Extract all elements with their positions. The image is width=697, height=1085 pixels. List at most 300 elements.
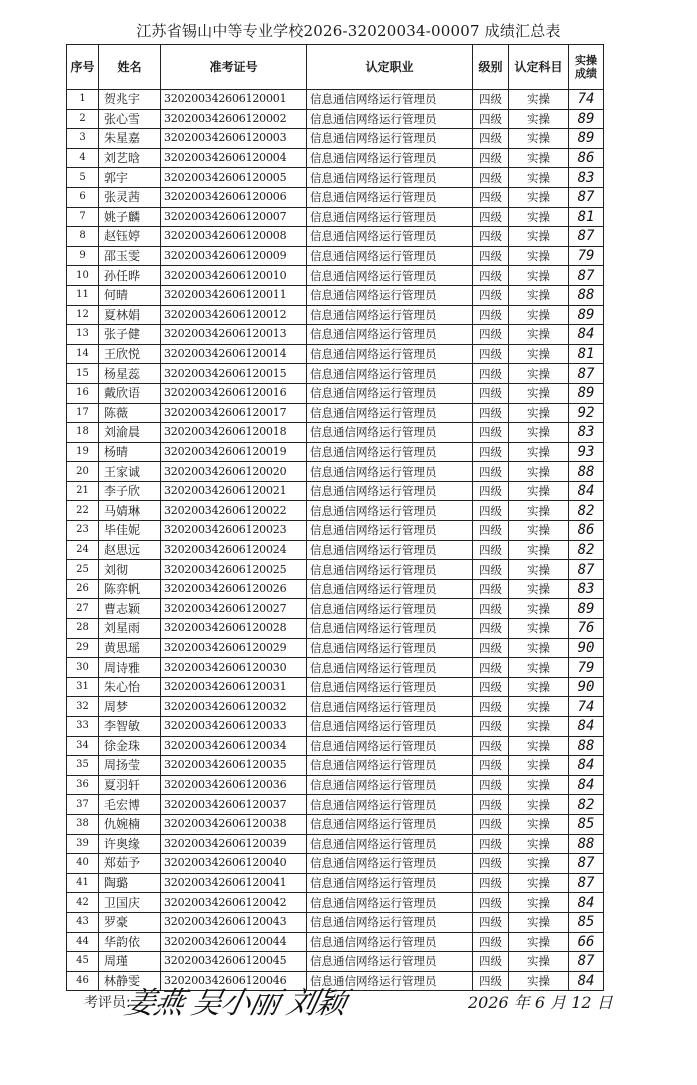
table-row: [67, 246, 604, 266]
cell-name: 陈薇: [99, 403, 161, 423]
cell-seq: 40: [67, 854, 99, 874]
cell-name: 杨晴: [99, 442, 161, 462]
cell-level: 四级: [473, 971, 509, 991]
cell-name: 赵思远: [99, 540, 161, 560]
cell-exam-id: 320200342606120028: [161, 619, 307, 639]
cell-subject: 实操: [509, 540, 569, 560]
cell-name: 徐金珠: [99, 736, 161, 756]
cell-level: 四级: [473, 207, 509, 227]
cell-name: 孙任晔: [99, 266, 161, 286]
cell-level: 四级: [473, 619, 509, 639]
cell-subject: 实操: [509, 364, 569, 384]
table-row: [67, 658, 604, 678]
table-row: [67, 912, 604, 932]
cell-seq: 46: [67, 971, 99, 991]
table-row: [67, 952, 604, 972]
cell-occupation: 信息通信网络运行管理员: [307, 873, 473, 893]
score-table: [66, 44, 604, 991]
cell-occupation: 信息通信网络运行管理员: [307, 246, 473, 266]
cell-occupation: 信息通信网络运行管理员: [307, 971, 473, 991]
cell-name: 夏林娟: [99, 305, 161, 325]
table-row: [67, 501, 604, 521]
cell-occupation: 信息通信网络运行管理员: [307, 736, 473, 756]
cell-seq: 23: [67, 521, 99, 541]
cell-seq: 32: [67, 697, 99, 717]
cell-score: 84: [569, 325, 604, 345]
cell-score: 83: [569, 423, 604, 443]
cell-seq: 13: [67, 325, 99, 345]
cell-seq: 10: [67, 266, 99, 286]
cell-subject: 实操: [509, 854, 569, 874]
cell-exam-id: 320200342606120017: [161, 403, 307, 423]
cell-score: 89: [569, 599, 604, 619]
cell-score: 82: [569, 501, 604, 521]
cell-subject: 实操: [509, 481, 569, 501]
cell-exam-id: 320200342606120040: [161, 854, 307, 874]
cell-score: 87: [569, 266, 604, 286]
cell-seq: 8: [67, 227, 99, 247]
cell-score: 87: [569, 873, 604, 893]
table-row: [67, 383, 604, 403]
cell-name: 刘艺晗: [99, 148, 161, 168]
table-row: [67, 756, 604, 776]
cell-exam-id: 320200342606120003: [161, 129, 307, 149]
cell-occupation: 信息通信网络运行管理员: [307, 501, 473, 521]
cell-level: 四级: [473, 403, 509, 423]
cell-exam-id: 320200342606120039: [161, 834, 307, 854]
cell-score: 88: [569, 285, 604, 305]
cell-seq: 21: [67, 481, 99, 501]
cell-occupation: 信息通信网络运行管理员: [307, 540, 473, 560]
cell-exam-id: 320200342606120007: [161, 207, 307, 227]
cell-name: 马婧琳: [99, 501, 161, 521]
cell-subject: 实操: [509, 344, 569, 364]
cell-level: 四级: [473, 795, 509, 815]
cell-name: 朱星嘉: [99, 129, 161, 149]
cell-occupation: 信息通信网络运行管理员: [307, 423, 473, 443]
table-row: [67, 207, 604, 227]
table-row: [67, 619, 604, 639]
cell-name: 郭宇: [99, 168, 161, 188]
cell-occupation: 信息通信网络运行管理员: [307, 364, 473, 384]
cell-name: 邵玉雯: [99, 246, 161, 266]
cell-score: 88: [569, 462, 604, 482]
cell-level: 四级: [473, 952, 509, 972]
cell-name: 曹志颖: [99, 599, 161, 619]
cell-occupation: 信息通信网络运行管理员: [307, 481, 473, 501]
cell-occupation: 信息通信网络运行管理员: [307, 638, 473, 658]
table-row: [67, 148, 604, 168]
cell-score: 84: [569, 756, 604, 776]
cell-level: 四级: [473, 148, 509, 168]
cell-name: 毛宏博: [99, 795, 161, 815]
cell-subject: 实操: [509, 697, 569, 717]
cell-level: 四级: [473, 540, 509, 560]
cell-name: 李智敏: [99, 717, 161, 737]
cell-level: 四级: [473, 736, 509, 756]
cell-subject: 实操: [509, 305, 569, 325]
cell-subject: 实操: [509, 325, 569, 345]
cell-subject: 实操: [509, 442, 569, 462]
cell-name: 毕佳妮: [99, 521, 161, 541]
cell-score: 83: [569, 579, 604, 599]
cell-score: 84: [569, 893, 604, 913]
cell-score: 87: [569, 364, 604, 384]
cell-name: 周瑾: [99, 952, 161, 972]
cell-occupation: 信息通信网络运行管理员: [307, 834, 473, 854]
table-row: [67, 285, 604, 305]
cell-subject: 实操: [509, 834, 569, 854]
cell-seq: 5: [67, 168, 99, 188]
cell-score: 74: [569, 90, 604, 110]
table-row: [67, 364, 604, 384]
cell-level: 四级: [473, 383, 509, 403]
cell-exam-id: 320200342606120014: [161, 344, 307, 364]
cell-name: 刘星雨: [99, 619, 161, 639]
cell-seq: 14: [67, 344, 99, 364]
cell-score: 92: [569, 403, 604, 423]
cell-level: 四级: [473, 187, 509, 207]
cell-name: 周梦: [99, 697, 161, 717]
cell-occupation: 信息通信网络运行管理员: [307, 952, 473, 972]
table-row: [67, 344, 604, 364]
table-row: [67, 521, 604, 541]
table-row: [67, 932, 604, 952]
cell-subject: 实操: [509, 227, 569, 247]
header-subject: 认定科目: [509, 45, 569, 90]
cell-level: 四级: [473, 893, 509, 913]
table-row: [67, 266, 604, 286]
cell-occupation: 信息通信网络运行管理员: [307, 148, 473, 168]
cell-occupation: 信息通信网络运行管理员: [307, 207, 473, 227]
cell-score: 84: [569, 971, 604, 991]
table-row: [67, 638, 604, 658]
cell-name: 戴欣语: [99, 383, 161, 403]
cell-exam-id: 320200342606120042: [161, 893, 307, 913]
cell-occupation: 信息通信网络运行管理员: [307, 129, 473, 149]
cell-occupation: 信息通信网络运行管理员: [307, 90, 473, 110]
cell-exam-id: 320200342606120013: [161, 325, 307, 345]
cell-exam-id: 320200342606120026: [161, 579, 307, 599]
cell-level: 四级: [473, 501, 509, 521]
cell-score: 86: [569, 521, 604, 541]
cell-occupation: 信息通信网络运行管理员: [307, 756, 473, 776]
cell-subject: 实操: [509, 638, 569, 658]
cell-exam-id: 320200342606120008: [161, 227, 307, 247]
cell-occupation: 信息通信网络运行管理员: [307, 795, 473, 815]
table-row: [67, 540, 604, 560]
cell-seq: 44: [67, 932, 99, 952]
cell-occupation: 信息通信网络运行管理员: [307, 932, 473, 952]
cell-subject: 实操: [509, 129, 569, 149]
cell-occupation: 信息通信网络运行管理员: [307, 325, 473, 345]
cell-name: 刘渝晨: [99, 423, 161, 443]
cell-exam-id: 320200342606120041: [161, 873, 307, 893]
cell-score: 89: [569, 109, 604, 129]
cell-subject: 实操: [509, 560, 569, 580]
cell-occupation: 信息通信网络运行管理员: [307, 442, 473, 462]
table-row: [67, 736, 604, 756]
cell-subject: 实操: [509, 423, 569, 443]
document-title: 江苏省锡山中等专业学校2026-32020034-00007 成绩汇总表: [136, 22, 561, 40]
cell-level: 四级: [473, 423, 509, 443]
table-row: [67, 423, 604, 443]
cell-score: 79: [569, 246, 604, 266]
cell-level: 四级: [473, 521, 509, 541]
cell-name: 张心雪: [99, 109, 161, 129]
cell-subject: 实操: [509, 207, 569, 227]
header-score-text: 实操成绩: [575, 54, 597, 80]
cell-level: 四级: [473, 266, 509, 286]
cell-exam-id: 320200342606120035: [161, 756, 307, 776]
table-body: [67, 90, 604, 991]
cell-exam-id: 320200342606120033: [161, 717, 307, 737]
cell-exam-id: 320200342606120018: [161, 423, 307, 443]
cell-subject: 实操: [509, 109, 569, 129]
cell-exam-id: 320200342606120029: [161, 638, 307, 658]
cell-exam-id: 320200342606120011: [161, 285, 307, 305]
cell-score: 87: [569, 952, 604, 972]
cell-exam-id: 320200342606120044: [161, 932, 307, 952]
cell-seq: 20: [67, 462, 99, 482]
cell-level: 四级: [473, 168, 509, 188]
cell-exam-id: 320200342606120022: [161, 501, 307, 521]
cell-occupation: 信息通信网络运行管理员: [307, 285, 473, 305]
cell-seq: 41: [67, 873, 99, 893]
header-level: 级别: [473, 45, 509, 90]
cell-occupation: 信息通信网络运行管理员: [307, 403, 473, 423]
table-row: [67, 579, 604, 599]
cell-level: 四级: [473, 834, 509, 854]
cell-seq: 7: [67, 207, 99, 227]
cell-seq: 3: [67, 129, 99, 149]
cell-subject: 实操: [509, 403, 569, 423]
header-occupation: 认定职业: [307, 45, 473, 90]
cell-score: 87: [569, 560, 604, 580]
cell-occupation: 信息通信网络运行管理员: [307, 305, 473, 325]
cell-name: 郑茹予: [99, 854, 161, 874]
cell-exam-id: 320200342606120030: [161, 658, 307, 678]
cell-level: 四级: [473, 912, 509, 932]
cell-exam-id: 320200342606120032: [161, 697, 307, 717]
cell-name: 仇婉楠: [99, 814, 161, 834]
cell-score: 81: [569, 207, 604, 227]
cell-seq: 18: [67, 423, 99, 443]
cell-name: 陈弈帆: [99, 579, 161, 599]
cell-exam-id: 320200342606120024: [161, 540, 307, 560]
cell-seq: 25: [67, 560, 99, 580]
cell-level: 四级: [473, 599, 509, 619]
cell-subject: 实操: [509, 90, 569, 110]
table-header-row: [67, 45, 604, 90]
cell-name: 赵钰婷: [99, 227, 161, 247]
cell-name: 姚子麟: [99, 207, 161, 227]
cell-subject: 实操: [509, 501, 569, 521]
cell-seq: 1: [67, 90, 99, 110]
cell-subject: 实操: [509, 756, 569, 776]
cell-score: 84: [569, 481, 604, 501]
cell-score: 82: [569, 540, 604, 560]
cell-occupation: 信息通信网络运行管理员: [307, 599, 473, 619]
cell-subject: 实操: [509, 677, 569, 697]
cell-exam-id: 320200342606120031: [161, 677, 307, 697]
cell-level: 四级: [473, 109, 509, 129]
cell-seq: 42: [67, 893, 99, 913]
cell-exam-id: 320200342606120010: [161, 266, 307, 286]
table-row: [67, 854, 604, 874]
cell-score: 81: [569, 344, 604, 364]
cell-subject: 实操: [509, 795, 569, 815]
header-name: 姓名: [99, 45, 161, 90]
table-row: [67, 442, 604, 462]
cell-subject: 实操: [509, 599, 569, 619]
cell-score: 87: [569, 227, 604, 247]
cell-level: 四级: [473, 579, 509, 599]
table-row: [67, 560, 604, 580]
cell-seq: 36: [67, 775, 99, 795]
cell-score: 88: [569, 834, 604, 854]
cell-occupation: 信息通信网络运行管理员: [307, 579, 473, 599]
cell-name: 朱心怡: [99, 677, 161, 697]
cell-name: 王欣悦: [99, 344, 161, 364]
cell-seq: 34: [67, 736, 99, 756]
cell-occupation: 信息通信网络运行管理员: [307, 560, 473, 580]
cell-subject: 实操: [509, 579, 569, 599]
evaluators-label: 考评员:: [84, 995, 131, 1011]
cell-exam-id: 320200342606120025: [161, 560, 307, 580]
cell-seq: 24: [67, 540, 99, 560]
cell-subject: 实操: [509, 246, 569, 266]
table-row: [67, 403, 604, 423]
cell-occupation: 信息通信网络运行管理员: [307, 187, 473, 207]
table-row: [67, 599, 604, 619]
cell-name: 刘彻: [99, 560, 161, 580]
cell-name: 陶璐: [99, 873, 161, 893]
cell-subject: 实操: [509, 266, 569, 286]
cell-exam-id: 320200342606120004: [161, 148, 307, 168]
cell-score: 66: [569, 932, 604, 952]
cell-occupation: 信息通信网络运行管理员: [307, 912, 473, 932]
table-row: [67, 227, 604, 247]
cell-score: 89: [569, 305, 604, 325]
cell-exam-id: 320200342606120016: [161, 383, 307, 403]
cell-seq: 22: [67, 501, 99, 521]
table-row: [67, 187, 604, 207]
table-row: [67, 168, 604, 188]
cell-name: 黄思瑶: [99, 638, 161, 658]
cell-name: 罗豪: [99, 912, 161, 932]
cell-exam-id: 320200342606120002: [161, 109, 307, 129]
cell-level: 四级: [473, 814, 509, 834]
table-row: [67, 717, 604, 737]
cell-occupation: 信息通信网络运行管理员: [307, 697, 473, 717]
cell-subject: 实操: [509, 952, 569, 972]
cell-level: 四级: [473, 246, 509, 266]
cell-occupation: 信息通信网络运行管理员: [307, 677, 473, 697]
cell-seq: 33: [67, 717, 99, 737]
cell-seq: 6: [67, 187, 99, 207]
table-row: [67, 795, 604, 815]
cell-exam-id: 320200342606120045: [161, 952, 307, 972]
cell-subject: 实操: [509, 658, 569, 678]
cell-occupation: 信息通信网络运行管理员: [307, 658, 473, 678]
table-row: [67, 893, 604, 913]
cell-name: 张子健: [99, 325, 161, 345]
cell-exam-id: 320200342606120027: [161, 599, 307, 619]
table-row: [67, 109, 604, 129]
cell-score: 90: [569, 638, 604, 658]
cell-exam-id: 320200342606120019: [161, 442, 307, 462]
cell-seq: 28: [67, 619, 99, 639]
cell-level: 四级: [473, 364, 509, 384]
cell-subject: 实操: [509, 912, 569, 932]
cell-subject: 实操: [509, 619, 569, 639]
cell-occupation: 信息通信网络运行管理员: [307, 717, 473, 737]
cell-occupation: 信息通信网络运行管理员: [307, 109, 473, 129]
cell-level: 四级: [473, 677, 509, 697]
header-seq: 序号: [67, 45, 99, 90]
cell-subject: 实操: [509, 187, 569, 207]
cell-seq: 38: [67, 814, 99, 834]
table-row: [67, 325, 604, 345]
table-row: [67, 677, 604, 697]
cell-occupation: 信息通信网络运行管理员: [307, 383, 473, 403]
cell-seq: 35: [67, 756, 99, 776]
cell-exam-id: 320200342606120021: [161, 481, 307, 501]
cell-seq: 2: [67, 109, 99, 129]
cell-score: 86: [569, 148, 604, 168]
cell-subject: 实操: [509, 462, 569, 482]
table-row: [67, 305, 604, 325]
cell-level: 四级: [473, 344, 509, 364]
table-row: [67, 481, 604, 501]
cell-seq: 37: [67, 795, 99, 815]
cell-score: 76: [569, 619, 604, 639]
cell-subject: 实操: [509, 168, 569, 188]
cell-name: 王家诚: [99, 462, 161, 482]
cell-name: 林静雯: [99, 971, 161, 991]
header-score: [569, 45, 604, 90]
cell-subject: 实操: [509, 814, 569, 834]
cell-exam-id: 320200342606120043: [161, 912, 307, 932]
cell-name: 贺兆宇: [99, 90, 161, 110]
cell-occupation: 信息通信网络运行管理员: [307, 168, 473, 188]
cell-exam-id: 320200342606120020: [161, 462, 307, 482]
cell-subject: 实操: [509, 285, 569, 305]
cell-seq: 17: [67, 403, 99, 423]
cell-level: 四级: [473, 658, 509, 678]
cell-level: 四级: [473, 90, 509, 110]
cell-score: 79: [569, 658, 604, 678]
cell-level: 四级: [473, 873, 509, 893]
cell-score: 88: [569, 736, 604, 756]
cell-level: 四级: [473, 560, 509, 580]
cell-occupation: 信息通信网络运行管理员: [307, 854, 473, 874]
cell-subject: 实操: [509, 148, 569, 168]
cell-subject: 实操: [509, 717, 569, 737]
cell-seq: 15: [67, 364, 99, 384]
cell-exam-id: 320200342606120046: [161, 971, 307, 991]
cell-level: 四级: [473, 854, 509, 874]
cell-exam-id: 320200342606120012: [161, 305, 307, 325]
cell-level: 四级: [473, 775, 509, 795]
cell-seq: 16: [67, 383, 99, 403]
cell-score: 90: [569, 677, 604, 697]
cell-seq: 31: [67, 677, 99, 697]
cell-exam-id: 320200342606120036: [161, 775, 307, 795]
cell-subject: 实操: [509, 521, 569, 541]
cell-score: 89: [569, 129, 604, 149]
